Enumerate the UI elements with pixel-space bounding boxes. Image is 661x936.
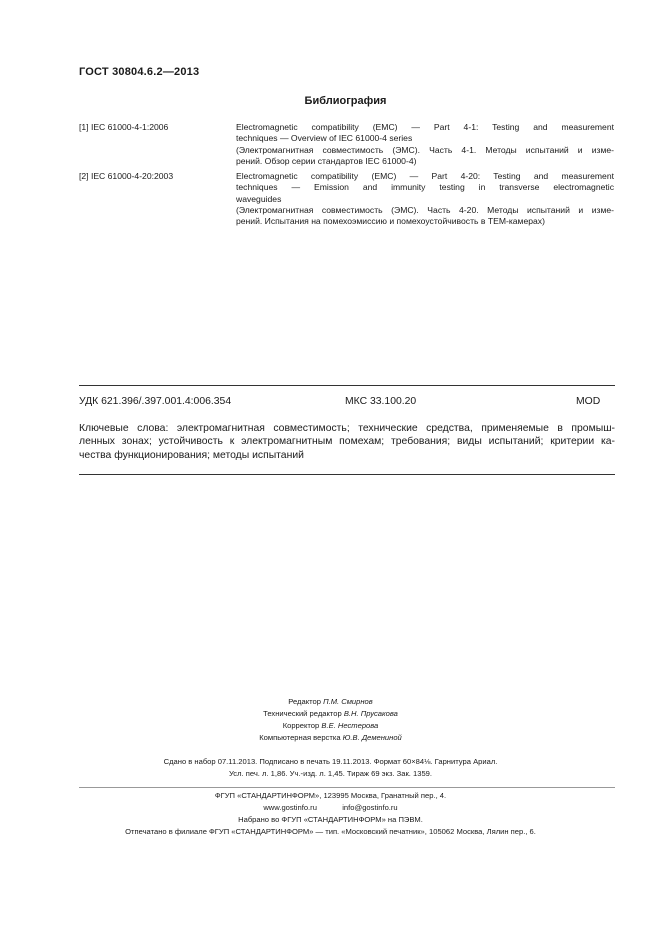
- layout-label: Компьютерная верстка: [259, 733, 341, 742]
- format-fraction: ⅛: [424, 757, 431, 766]
- reference-line: Electromagnetic compatibility (EMC) — Part 4-1: Testing and measurement: [236, 122, 614, 132]
- print-info-text-end: . Гарнитура Ариал.: [430, 757, 498, 766]
- print-info-line-2: Усл. печ. л. 1,86. Уч.-изд. л. 1,45. Тираж 69 экз. Зак. 1359.: [228, 769, 433, 778]
- bibliography-title: Библиография: [304, 95, 387, 107]
- reference-number: [2] IEC 61000-4-20:2003: [79, 171, 174, 181]
- tech-editor-label: Технический редактор: [263, 709, 342, 718]
- keywords-line: ленных зонах; устойчивость к электромагнитным помехам; требования; виды испытаний; критерии ка-: [79, 436, 615, 448]
- divider: [79, 474, 615, 475]
- editor-line: [0, 697, 661, 706]
- corrector-line: [0, 721, 661, 730]
- reference-line: (Электромагнитная совместимость (ЭМС). Часть 4-1. Методы испытаний и изме-: [236, 144, 614, 155]
- divider: [79, 787, 615, 788]
- layout-line: [0, 733, 661, 742]
- email-link: info@gostinfo.ru: [342, 803, 398, 812]
- reference-text: [236, 171, 614, 227]
- print-info-text: Сдано в набор 07.11.2013. Подписано в печать 19.11.2013. Формат 60×84: [163, 757, 425, 766]
- reference-line: waveguides: [236, 193, 282, 204]
- udk-code: УДК 621.396/.397.001.4:006.354: [79, 396, 232, 407]
- typeset-line: Набрано во ФГУП «СТАНДАРТИНФОРМ» на ПЭВМ.: [238, 815, 423, 824]
- corrector-name: В.Е. Нестерова: [321, 721, 379, 730]
- layout-name: Ю.В. Демениной: [342, 733, 402, 742]
- reference-text: [236, 122, 614, 167]
- tech-editor-name: В.Н. Прусакова: [343, 709, 398, 718]
- editor-name: П.М. Смирнов: [323, 697, 373, 706]
- reference-line: рений. Испытания на помехоэмиссию и помехоустойчивость в ТЕМ-камерах): [236, 216, 545, 227]
- divider: [79, 385, 615, 386]
- reference-number: [1] IEC 61000-4-1:2006: [79, 122, 169, 132]
- mod-label: MOD: [576, 396, 601, 407]
- keywords-paragraph: [79, 422, 615, 462]
- reference-line: рений. Обзор серии стандартов IEC 61000-4): [236, 155, 417, 166]
- print-info-line: [0, 757, 661, 766]
- reference-line: techniques — Emission and immunity testing in transverse electromagnetic: [236, 182, 614, 193]
- mks-code: МКС 33.100.20: [345, 396, 417, 407]
- publisher-line: ФГУП «СТАНДАРТИНФОРМ», 123995 Москва, Гранатный пер., 4.: [214, 791, 447, 800]
- document-header: ГОСТ 30804.6.2—2013: [79, 66, 200, 78]
- tech-editor-line: [0, 709, 661, 718]
- reference-line: techniques — Overview of IEC 61000-4 series: [236, 133, 413, 144]
- reference-line: Electromagnetic compatibility (EMC) — Part 4-20: Testing and measurement: [236, 171, 614, 181]
- editor-label: Редактор: [288, 697, 321, 706]
- publisher-contacts: [0, 803, 661, 812]
- reference-line: (Электромагнитная совместимость (ЭМС). Часть 4-20. Методы испытаний и изме-: [236, 204, 614, 215]
- keywords-line: Ключевые слова: электромагнитная совместимость; технические средства, применяемые в промыш-: [79, 423, 615, 434]
- printed-line: Отпечатано в филиале ФГУП «СТАНДАРТИНФОРМ» — тип. «Московский печатник», 105062 Москва, Лялин пер., 6.: [125, 827, 536, 836]
- corrector-label: Корректор: [282, 721, 320, 730]
- website-link: www.gostinfo.ru: [263, 803, 317, 812]
- keywords-line: чества функционирования; методы испытаний: [79, 449, 304, 461]
